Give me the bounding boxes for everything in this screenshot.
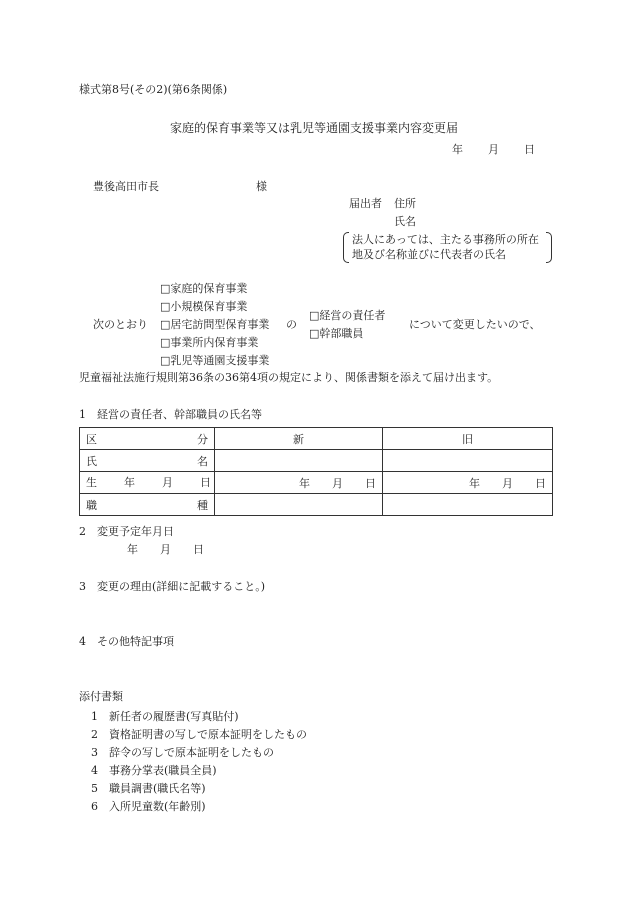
applicant-label: 届出者 — [349, 197, 382, 210]
date-month-label: 月 — [488, 143, 499, 156]
business-type-checkbox[interactable]: □小規模保育事業 — [160, 300, 248, 313]
table-row — [80, 472, 553, 494]
table-row — [80, 428, 553, 450]
document-title: 家庭的保育事業等又は乳児等通園支援事業内容変更届 — [170, 121, 459, 135]
attachment-item: 2 資格証明書の写しで原本証明をしたもの — [91, 728, 307, 741]
note-bracket-right — [546, 232, 552, 263]
note-bracket-left — [343, 232, 349, 263]
attachment-item: 5 職員調書(職氏名等) — [91, 782, 206, 795]
old-column-header: 旧 — [383, 428, 553, 450]
form-number: 様式第8号(その2)(第6条関係) — [79, 83, 228, 96]
applicant-note-line2: 地及び名称並びに代表者の氏名 — [352, 248, 506, 261]
name-row-label-right: 名 — [197, 454, 208, 468]
attachment-item: 1 新任者の履歴書(写真貼付) — [91, 710, 239, 723]
section3-heading: 3 変更の理由(詳細に記載すること。) — [79, 580, 266, 593]
notice-prefix: 次のとおり — [93, 318, 148, 331]
business-type-checkbox[interactable]: □事業所内保育事業 — [160, 336, 259, 349]
officer-table — [79, 427, 553, 516]
position-row-label-right: 種 — [197, 498, 208, 512]
section2-heading: 2 変更予定年月日 — [79, 525, 174, 538]
category-header-left: 区 — [86, 432, 97, 446]
old-birth-cell[interactable]: 年 月 日 — [383, 472, 553, 494]
birth-label-1: 生 — [86, 476, 97, 489]
business-type-checkbox[interactable]: □家庭的保育事業 — [160, 282, 248, 295]
address-label: 住所 — [394, 197, 416, 210]
notice-suffix: について変更したいので、 — [409, 318, 541, 331]
addressee-name: 豊後高田市長 — [93, 180, 159, 193]
category-header-right: 分 — [197, 432, 208, 446]
new-birth-cell[interactable]: 年 月 日 — [215, 472, 383, 494]
birth-label-4: 日 — [200, 476, 211, 489]
name-row-label-left: 氏 — [86, 454, 97, 468]
position-row-label-left: 職 — [86, 498, 97, 512]
role-checkbox[interactable]: □幹部職員 — [309, 327, 364, 340]
attachment-item: 3 辞令の写しで原本証明をしたもの — [91, 746, 274, 759]
new-name-cell[interactable] — [215, 450, 383, 472]
attachment-item: 4 事務分掌表(職員全員) — [91, 764, 217, 777]
change-date[interactable]: 年 月 日 — [127, 543, 204, 556]
attachment-item: 6 入所児童数(年齢別) — [91, 800, 206, 813]
name-label: 氏名 — [394, 215, 416, 228]
business-type-checkbox[interactable]: □乳児等通園支援事業 — [160, 354, 270, 367]
table-row — [80, 450, 553, 472]
date-day-label: 日 — [524, 143, 535, 156]
applicant-note-line1: 法人にあっては、主たる事務所の所在 — [352, 233, 539, 246]
birth-label-3: 月 — [162, 476, 173, 489]
addressee-honorific: 様 — [256, 180, 267, 193]
notice-particle: の — [286, 318, 297, 331]
name-row-label — [80, 450, 215, 472]
attachments-heading: 添付書類 — [79, 690, 123, 703]
old-position-cell[interactable] — [383, 494, 553, 516]
notice-statement: 児童福祉法施行規則第36条の36第4項の規定により、関係書類を添えて届け出ます。 — [79, 371, 499, 384]
birth-label-2: 年 — [124, 476, 135, 489]
new-position-cell[interactable] — [215, 494, 383, 516]
old-name-cell[interactable] — [383, 450, 553, 472]
birth-row-label — [80, 472, 215, 494]
position-row-label — [80, 494, 215, 516]
date-year-label: 年 — [452, 143, 463, 156]
business-type-checkbox[interactable]: □居宅訪問型保育事業 — [160, 318, 270, 331]
table-row — [80, 494, 553, 516]
new-column-header: 新 — [215, 428, 383, 450]
section4-heading: 4 その他特記事項 — [79, 635, 174, 648]
section1-heading: 1 経営の責任者、幹部職員の氏名等 — [79, 408, 262, 421]
role-checkbox[interactable]: □経営の責任者 — [309, 309, 386, 322]
category-header — [80, 428, 215, 450]
